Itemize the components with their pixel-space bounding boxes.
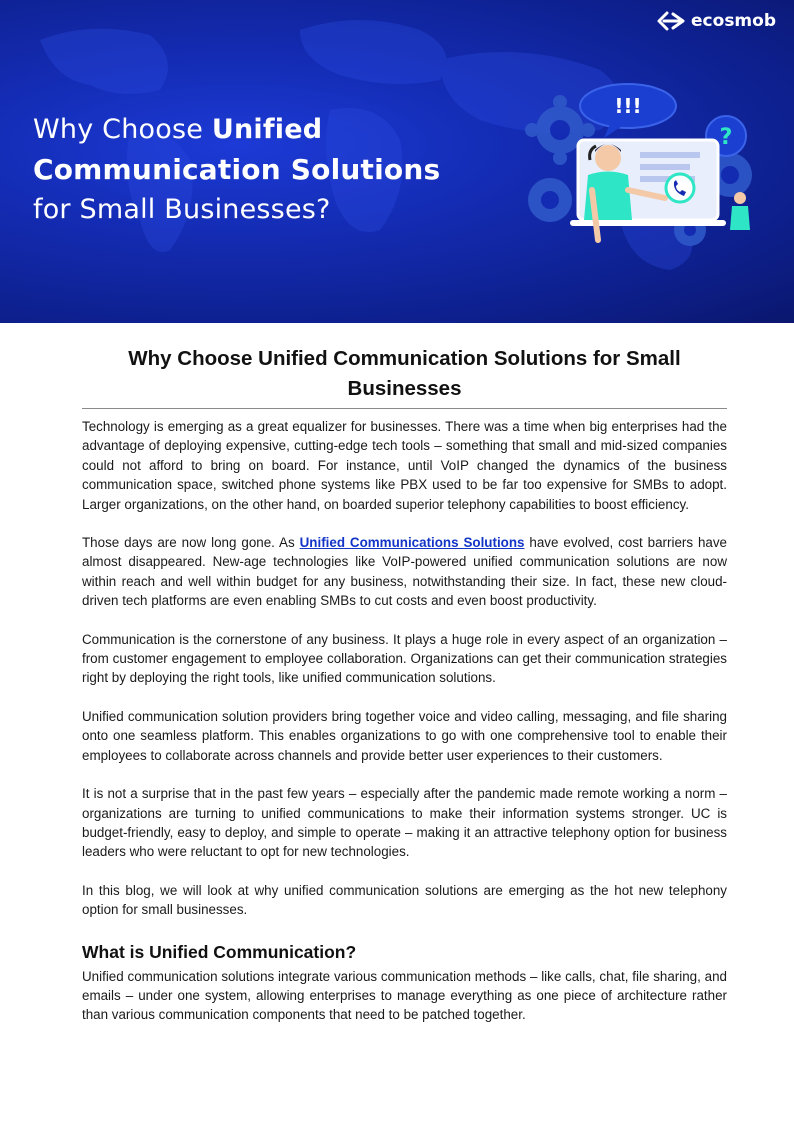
hero-title-line2: Communication Solutions [33,153,441,186]
svg-text:!!!: !!! [614,94,642,118]
gear-icon [528,178,572,222]
logo-text: ecosmob [691,11,776,31]
phone-call-icon [666,174,694,202]
paragraph-uc-evolved: Those days are now long gone. As Unified Communications Solutions have evolved, cost barriers have almost disappeared. New-age technologies like VoIP-powered unified communication solutions are now within reach and well within budget for any business, notwithstanding their size. In fact, these new cloud-driven tech platforms are even enabling SMBs to cut costs and even boost productivity. [82,535,728,609]
section-heading-what-is-uc: What is Unified Communication? [82,941,357,962]
customer-figure [730,192,750,230]
ecosmob-logo-icon [655,10,687,32]
support-agent-illustration [520,80,770,250]
paragraph-providers: Unified communication solution providers bring together voice and video calling, messaging, and file sharing onto one seamless platform. This enables organizations to go with one comprehensive tool to enable their employees to collaborate across channels and provide better user experiences to their customers. [82,708,727,763]
hero-banner [0,0,794,323]
svg-text:?: ? [719,125,733,150]
paragraph-uc-definition: Unified communication solutions integrate various communication methods – like calls, chat, file sharing, and emails – under one system, allowing enterprises to manage everything as one piece of architecture rather than various communication components that need to be patched together. [82,968,727,1023]
paragraph-cornerstone: Communication is the cornerstone of any business. It plays a huge role in every aspect of an organization – from customer engagement to employee collaboration. Organizations can get their communication strategies right by deploying the right tools, like unified communication solutions. [82,631,727,686]
paragraph-intro: Technology is emerging as a great equalizer for businesses. There was a time when big enterprises had the advantage of deploying expensive, cutting-edge tech tools – something that small and mid-sized companies could not afford to bring on board. For instance, until VoIP changed the dynamics of the business communication space, switched phone systems like PBX used to be far too expensive for SMBs to adopt. Larger organizations, on the other hand, on boarded superior telephony capabilities to boost efficiency. [82,419,727,512]
hero-title-line3: for Small Businesses? [33,194,331,225]
paragraph-pandemic: It is not a surprise that in the past few years – especially after the pandemic made remote working a norm – organizations are turning to unified communications to make their information systems stronger. UC is budget-friendly, easy to deploy, and simple to operate – making it an attractive telephony option for business leaders who were reluctant to opt for new technologies. [82,786,727,860]
paragraph-blog-intro: In this blog, we will look at why unified communication solutions are emerging as the hot new telephony option for small businesses. [82,882,727,918]
article-title: Why Choose Unified Communication Solutions for Small Businesses [82,344,727,409]
article [82,344,727,1044]
unified-communications-link[interactable]: Unified Communications Solutions [299,535,525,551]
hero-title [33,110,440,230]
brand-logo[interactable] [655,10,776,32]
hero-title-line1: Why Choose Unified [33,114,323,145]
